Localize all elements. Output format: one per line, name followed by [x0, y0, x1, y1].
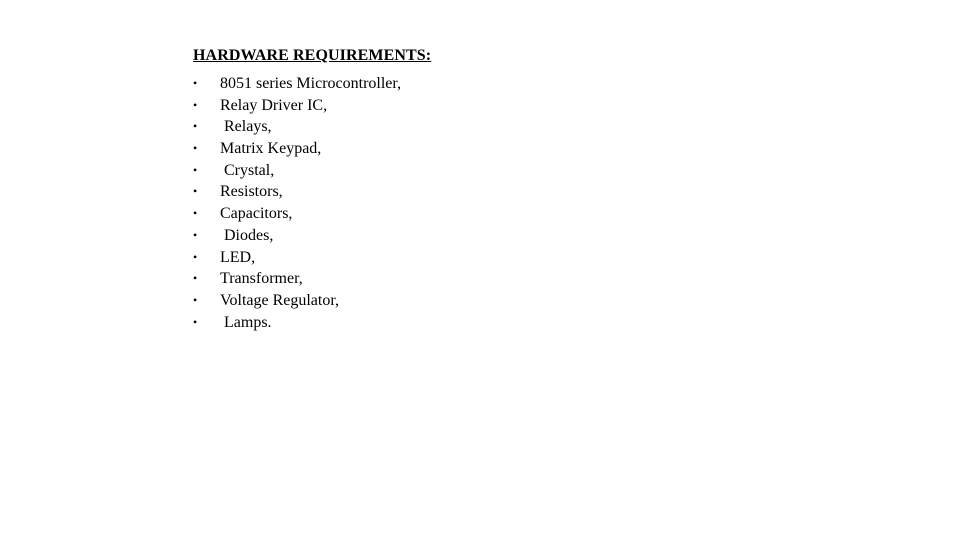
list-item-text: LED, — [220, 248, 256, 266]
list-item-text: Relay Driver IC, — [220, 96, 328, 114]
list-item-text: Resistors, — [220, 183, 283, 201]
bullet-icon: • — [193, 206, 198, 221]
list-item-text: Capacitors, — [220, 205, 293, 223]
list-item — [193, 247, 401, 269]
bullet-icon: • — [193, 97, 198, 112]
list-item — [193, 225, 401, 247]
list-item — [193, 312, 401, 334]
requirements-heading: HARDWARE REQUIREMENTS: — [193, 47, 432, 64]
list-item-text: Diodes, — [220, 226, 274, 244]
list-item — [193, 116, 401, 138]
list-item — [193, 138, 401, 160]
bullet-icon: • — [193, 271, 198, 286]
bullet-icon: • — [193, 162, 198, 177]
bullet-icon: • — [193, 249, 198, 264]
list-item — [193, 160, 401, 182]
bullet-icon: • — [193, 314, 198, 329]
list-item-text: Crystal, — [220, 161, 275, 179]
requirements-list — [193, 73, 401, 333]
list-item — [193, 181, 401, 203]
list-item-text: Transformer, — [220, 270, 303, 288]
list-item — [193, 268, 401, 290]
list-item — [193, 73, 401, 95]
list-item-text: 8051 series Microcontroller, — [220, 75, 402, 92]
list-item — [193, 290, 401, 312]
list-item — [193, 203, 401, 225]
bullet-icon: • — [193, 119, 198, 134]
bullet-icon: • — [193, 184, 198, 199]
list-item — [193, 95, 401, 117]
list-item-text: Voltage Regulator, — [220, 291, 340, 309]
bullet-icon: • — [193, 292, 198, 307]
list-item-text: Relays, — [220, 118, 272, 136]
bullet-icon: • — [193, 227, 198, 242]
list-item-text: Matrix Keypad, — [220, 140, 322, 158]
bullet-icon: • — [193, 141, 198, 156]
list-item-text: Lamps. — [220, 313, 272, 331]
bullet-icon: • — [193, 76, 198, 90]
